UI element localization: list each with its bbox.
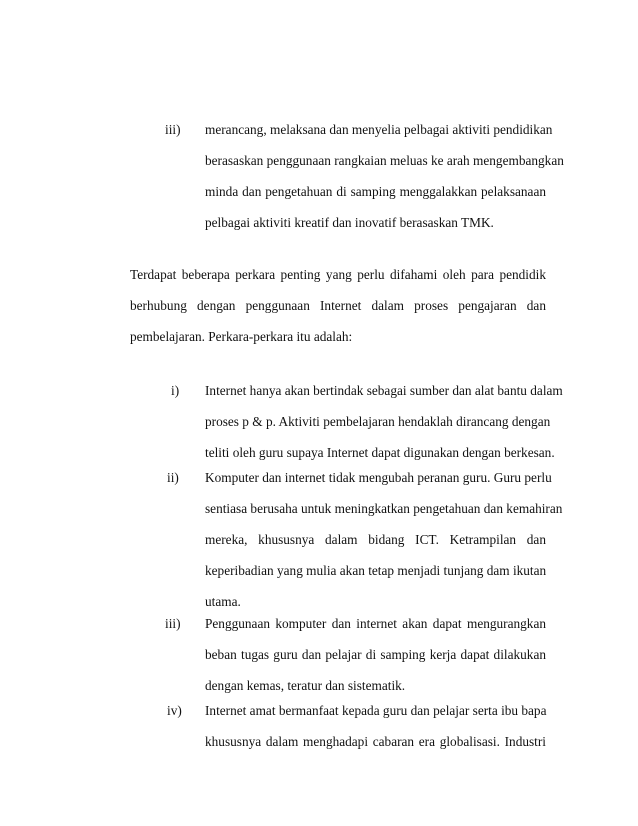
list-number: iii) [165,122,181,137]
list-item-line: keperibadian yang mulia akan tetap menjadi tunjang dam ikutan [205,563,547,578]
list-item-line: khususnya dalam menghadapi cabaran era globalisasi. Industri [205,734,546,749]
list-item-line: minda dan pengetahuan di samping menggalakkan pelaksanaan [205,184,546,199]
list-item-line: Penggunaan komputer dan internet akan dapat mengurangkan [205,616,546,631]
list-number: iii) [165,616,181,631]
list-number: ii) [167,470,179,485]
list-item-line: utama. [205,594,241,609]
list-item-line: proses p & p. Aktiviti pembelajaran hendaklah dirancang dengan [205,414,551,429]
list-item-line: Internet amat bermanfaat kepada guru dan pelajar serta ibu bapa [205,703,547,718]
list-number: i) [171,383,180,398]
list-item-line: Internet hanya akan bertindak sebagai sumber dan alat bantu dalam [205,383,563,398]
list-item-line: berasaskan penggunaan rangkaian meluas ke arah mengembangkan [205,153,564,168]
list-item-line: merancang, melaksana dan menyelia pelbagai aktiviti pendidikan [205,122,553,137]
paragraph-line: berhubung dengan penggunaan Internet dalam proses pengajaran dan [130,298,546,313]
list-item-line: dengan kemas, teratur dan sistematik. [205,678,406,693]
list-item-line: beban tugas guru dan pelajar di samping kerja dapat dilakukan [205,647,546,662]
paragraph-line: Terdapat beberapa perkara penting yang perlu difahami oleh para pendidik [130,267,546,282]
list-item-line: teliti oleh guru supaya Internet dapat digunakan dengan berkesan. [205,445,555,460]
list-number: iv) [167,703,182,718]
list-item-line: mereka, khususnya dalam bidang ICT. Ketrampilan dan [205,532,546,547]
paragraph-line: pembelajaran. Perkara-perkara itu adalah: [130,329,353,344]
list-item-line: sentiasa berusaha untuk meningkatkan pengetahuan dan kemahiran [205,501,563,516]
list-item-line: pelbagai aktiviti kreatif dan inovatif berasaskan TMK. [205,215,494,230]
list-item-line: Komputer dan internet tidak mengubah peranan guru. Guru perlu [205,470,552,485]
